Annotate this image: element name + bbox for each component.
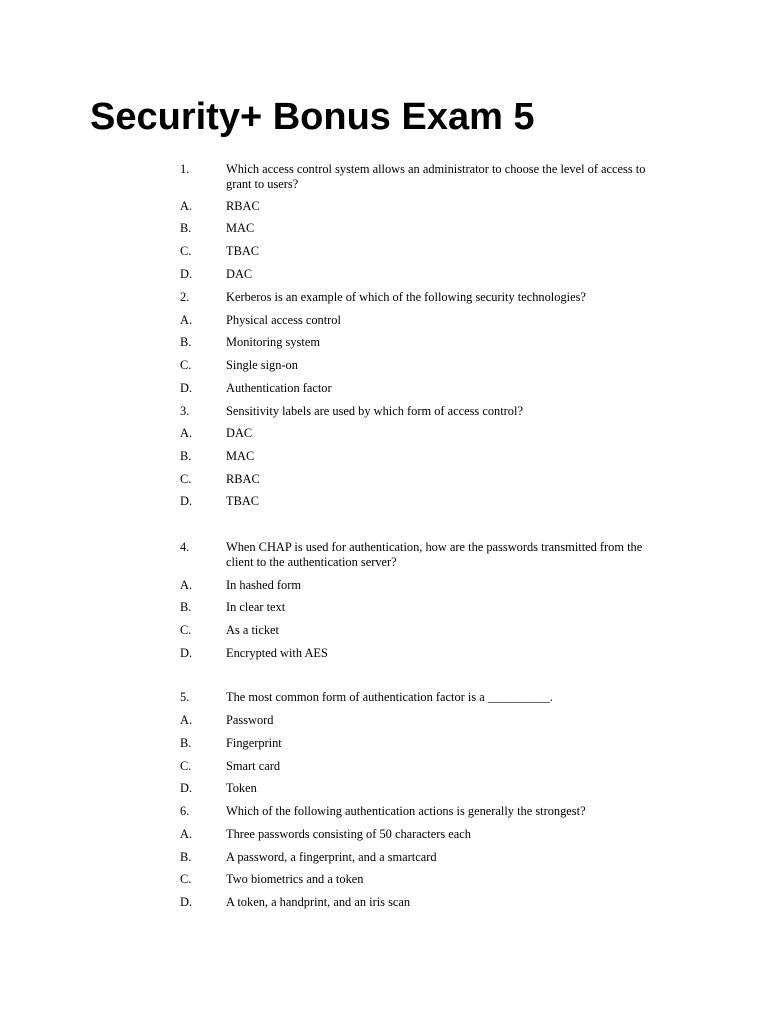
option-letter: D.	[180, 381, 193, 395]
option-letter: A.	[180, 713, 193, 727]
option-letter: B.	[180, 335, 192, 349]
question-number: 2.	[180, 290, 190, 304]
option-text: RBAC	[226, 199, 260, 213]
option-text: Authentication factor	[226, 381, 332, 395]
option-text: Smart card	[226, 759, 281, 773]
question-text: Which access control system allows an administrator to choose the level of access to grant to users?	[226, 162, 646, 191]
option-text: In clear text	[226, 600, 286, 614]
question-text: Which of the following authentication actions is generally the strongest?	[226, 804, 586, 818]
option-text: TBAC	[226, 494, 260, 508]
option-letter: B.	[180, 850, 192, 864]
page-title: Security+ Bonus Exam 5	[90, 96, 535, 138]
option-text: MAC	[226, 449, 255, 463]
option-text: RBAC	[226, 472, 260, 486]
option-text: Password	[226, 713, 274, 727]
option-letter: B.	[180, 449, 192, 463]
option-letter: D.	[180, 781, 193, 795]
option-letter: D.	[180, 267, 193, 281]
question-text: When CHAP is used for authentication, how are the passwords transmitted from the client to the authentication server?	[226, 540, 643, 569]
option-text: Two biometrics and a token	[226, 872, 364, 886]
option-letter: C.	[180, 872, 192, 886]
question-number: 3.	[180, 404, 190, 418]
option-letter: A.	[180, 827, 193, 841]
option-letter: D.	[180, 895, 193, 909]
option-text: In hashed form	[226, 578, 302, 592]
option-text: Physical access control	[226, 313, 341, 327]
option-letter: D.	[180, 646, 193, 660]
option-letter: B.	[180, 221, 192, 235]
question-text: The most common form of authentication factor is a __________.	[226, 690, 553, 704]
option-text: Monitoring system	[226, 335, 320, 349]
option-letter: B.	[180, 736, 192, 750]
question-number: 4.	[180, 540, 190, 554]
option-letter: C.	[180, 358, 192, 372]
option-letter: C.	[180, 472, 192, 486]
option-text: MAC	[226, 221, 255, 235]
option-text: A password, a fingerprint, and a smartcard	[226, 850, 437, 864]
question-number: 5.	[180, 690, 190, 704]
option-text: TBAC	[226, 244, 260, 258]
option-text: Encrypted with AES	[226, 646, 328, 660]
option-text: Single sign-on	[226, 358, 298, 372]
option-text: Token	[226, 781, 257, 795]
option-text: As a ticket	[226, 623, 279, 637]
question-text: Kerberos is an example of which of the following security technologies?	[226, 290, 586, 304]
option-text: Three passwords consisting of 50 characters each	[226, 827, 471, 841]
option-text: Fingerprint	[226, 736, 282, 750]
option-letter: A.	[180, 199, 193, 213]
option-letter: A.	[180, 578, 193, 592]
question-text: Sensitivity labels are used by which form of access control?	[226, 404, 523, 418]
option-text: DAC	[226, 426, 253, 440]
option-letter: D.	[180, 494, 193, 508]
option-letter: A.	[180, 313, 193, 327]
option-letter: B.	[180, 600, 192, 614]
option-letter: C.	[180, 244, 192, 258]
option-text: DAC	[226, 267, 253, 281]
option-letter: A.	[180, 426, 193, 440]
option-letter: C.	[180, 759, 192, 773]
question-number: 6.	[180, 804, 190, 818]
option-text: A token, a handprint, and an iris scan	[226, 895, 411, 909]
question-number: 1.	[180, 162, 190, 176]
option-letter: C.	[180, 623, 192, 637]
